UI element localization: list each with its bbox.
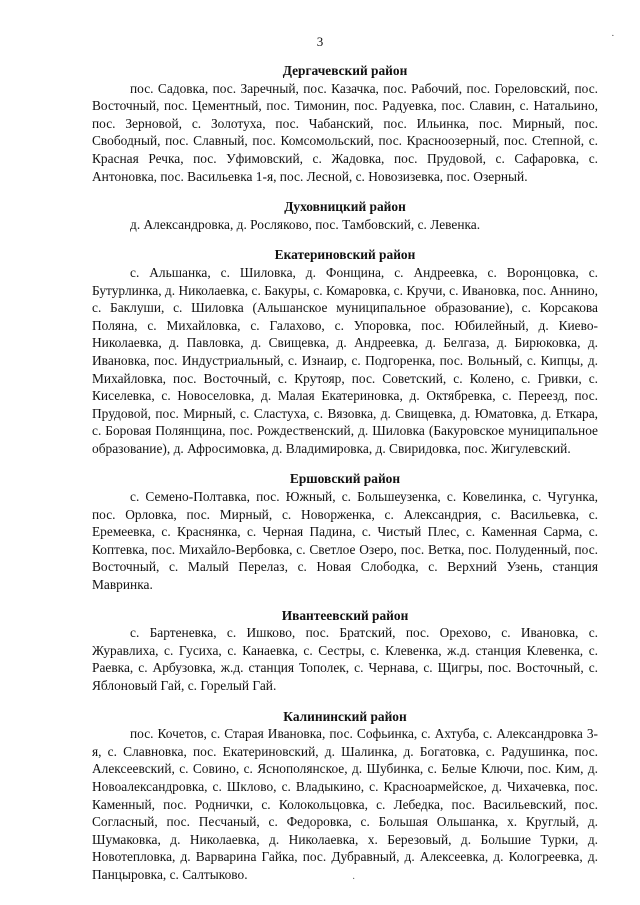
scan-mark: ·: [352, 874, 356, 885]
section-title: Ивантеевский район: [281, 607, 409, 623]
section-text: д. Александровка, д. Росляково, пос. Тамбовский, с. Левенка.: [130, 216, 481, 232]
page-number: 3: [316, 34, 324, 49]
scan-mark: ·: [611, 30, 615, 42]
section-ershovsky: [92, 470, 598, 593]
section-ivanteevsky: [92, 607, 598, 695]
section-title: Ершовский район: [289, 471, 401, 487]
section-dukhovnitsky: [92, 198, 598, 233]
section-text: пос. Кочетов, с. Старая Ивановка, пос. Софьинка, с. Ахтуба, с. Александровка 3-я, с. Славновка, пос. Екатериновский, д. Шалинка, д. Богатовка, с. Радушинка, пос. Алексеевский, с. Совино, с. Яснополянское, д. Шубинка, с. Белые Ключи, пос. Ким, д. Новоалександровка, с. Шклово, с. Владыкино, с. Красноармейское, д. Чихачевка, пос. Каменный, пос. Роднички, с. Колокольцовка, с. Лебедка, пос. Васильевский, пос. Согласный, пос. Песчаный, с. Федоровка, с. Большая Ольшанка, х. Круглый, д. Шумаковка, д. Николаевка, д. Николаевка, х. Березовый, д. Большие Турки, д. Новотепловка, д. Варварина Гайка, пос. Дубравный, д. Алексеевка, д. Кологреевка, д. Панцыровка, с. Салтыково.: [92, 726, 598, 882]
section-ekaterinovsky: [92, 246, 598, 457]
section-text: пос. Садовка, пос. Заречный, пос. Казачка, пос. Рабочий, пос. Гореловский, пос. Восточный, пос. Цементный, пос. Тимонин, пос. Радуевка, пос. Славин, с. Натальино, пос. Зерновой, с. Золотуха, пос. Чабанский, пос. Ильинка, пос. Мирный, пос. Свободный, пос. Славный, пос. Комсомольский, пос. Красноозерный, пос. Степной, с. Красная Речка, пос. Уфимовский, с. Жадовка, пос. Прудовой, с. Сафаровка, с. Антоновка, пос. Васильевка 1-я, пос. Лесной, с. Новозизевка, пос. Озерный.: [92, 80, 598, 184]
section-title: Дергачевский район: [282, 63, 408, 78]
section-title: Духовницкий район: [284, 199, 406, 215]
section-title: Калининский район: [283, 708, 407, 724]
section-text: с. Альшанка, с. Шиловка, д. Фонщина, с. Андреевка, с. Воронцовка, с. Бутурлинка, д. Николаевка, с. Бакуры, с. Комаровка, с. Кручи, с. Ивановка, пос. Аннино, с. Баклуши, с. Шиловка (Альшанское муниципальное образование), с. Корсакова Поляна, с. Михайловка, с. Галахово, с. Упоровка, пос. Юбилейный, д. Киево-Николаевка, д. Павловка, д. Свищевка, д. Андреевка, д. Белгаза, д. Бирюковка, д. Ивановка, пос. Индустриальный, с. Изнаир, с. Подгоренка, пос. Вольный, с. Кипцы, д. Михайловка, пос. Восточный, с. Крутояр, пос. Советский, с. Колено, с. Гривки, с. Киселевка, с. Новоселовка, д. Малая Екатериновка, д. Октябревка, с. Переезд, пос. Прудовой, пос. Мирный, с. Сластуха, с. Вязовка, д. Свищевка, д. Юматовка, д. Еткара, с. Боровая Полянщина, пос. Рождественский, д. Шиловка (Бакуровское муниципальное образование), д. Афросимовка, д. Владимировка, д. Свиридовка, пос. Жигулевский.: [92, 264, 598, 456]
section-text: с. Семено-Полтавка, пос. Южный, с. Большеузенка, с. Ковелинка, с. Чугунка, пос. Орловка, пос. Мирный, с. Новорженка, с. Александрия, с. Васильевка, с. Еремеевка, с. Краснянка, с. Черная Падина, с. Чистый Плес, с. Каменная Сарма, с. Коптевка, пос. Михайло-Вербовка, с. Светлое Озеро, пос. Ветка, пос. Полуденный, пос. Восточный, с. Малый Перелаз, с. Новая Слободка, с. Верхний Узень, станция Мавринка.: [92, 489, 598, 593]
document-body: [92, 62, 598, 897]
section-text: с. Бартеневка, с. Ишково, пос. Братский, пос. Орехово, с. Ивановка, с. Журавлиха, с. Гусиха, с. Канаевка, с. Сестры, с. Клевенка, ж.д. станция Клевенка, с. Раевка, с. Арбузовка, ж.д. станция Тополек, с. Чернава, с. Щигры, пос. Восточный, с. Яблоновый Гай, с. Горелый Гай.: [92, 625, 598, 693]
section-dergachevsky: [92, 62, 598, 185]
section-title: Екатериновский район: [274, 247, 416, 263]
section-kalininsky: [92, 708, 598, 884]
